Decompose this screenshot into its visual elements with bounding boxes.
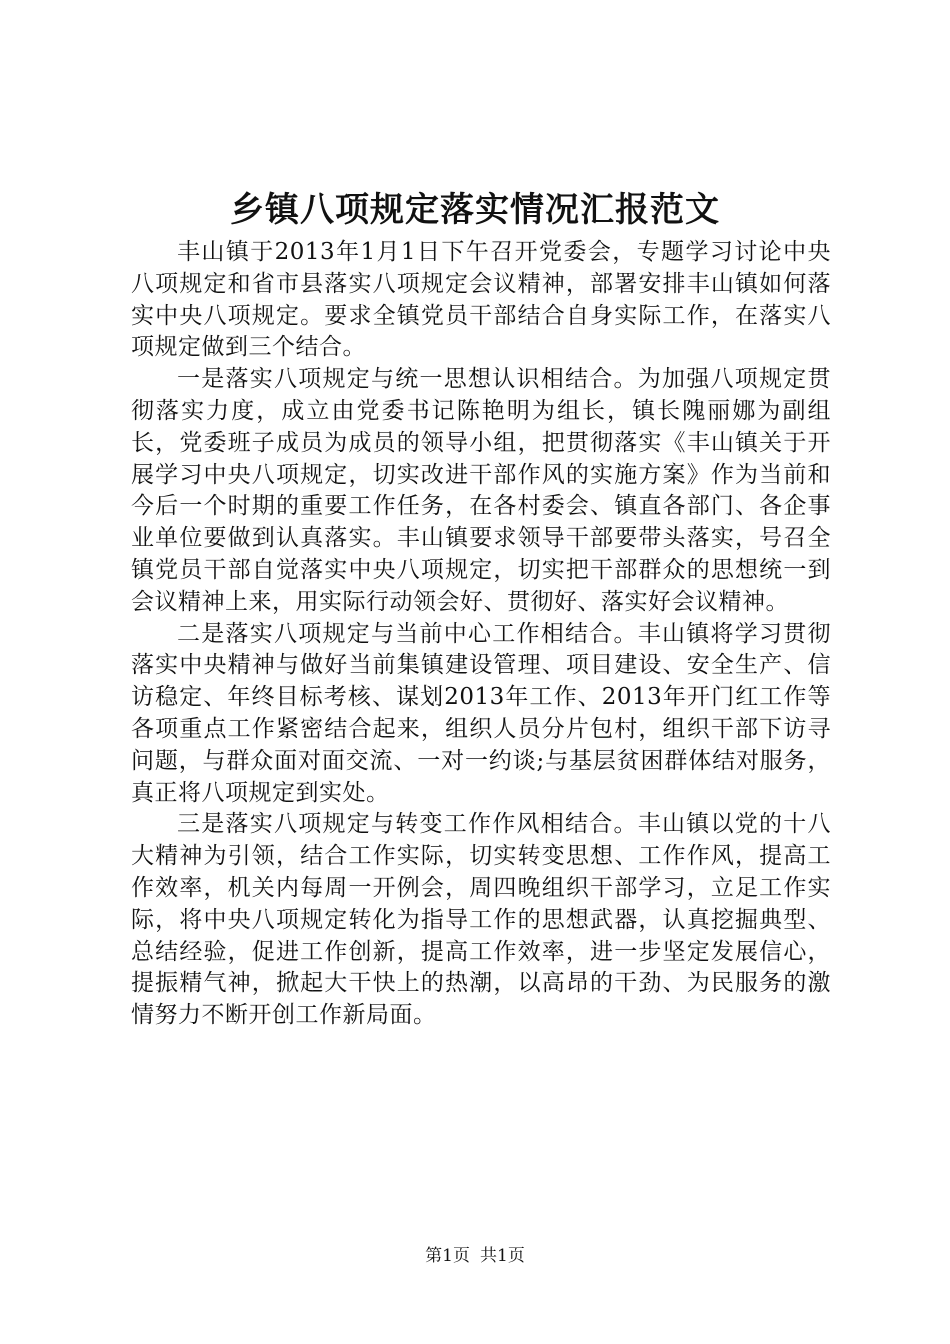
page-footer [0, 1244, 950, 1268]
document-title: 乡镇八项规定落实情况汇报范文 [230, 190, 720, 230]
page-number: 第1页 [425, 1246, 470, 1266]
paragraph-point-three: 三是落实八项规定与转变工作作风相结合。丰山镇以党的十八大精神为引领，结合工作实际，切实转变思想、工作作风，提高工作效率，机关内每周一开例会，周四晚组织干部学习，立足工作实际，将中央八项规定转化为指导工作的思想武器，认真挖掘典型、总结经验，促进工作创新，提高工作效率，进一步坚定发展信心，提振精气神，掀起大干快上的热潮，以高昂的干劲、为民服务的激情努力不断开创工作新局面。 [131, 811, 831, 1029]
paragraph-point-two: 二是落实八项规定与当前中心工作相结合。丰山镇将学习贯彻落实中央精神与做好当前集镇建设管理、项目建设、安全生产、信访稳定、年终目标考核、谋划2013年工作、2013年开门红工作等各项重点工作紧密结合起来，组织人员分片包村，组织干部下访寻问题，与群众面对面交流、一对一约谈;与基层贫困群体结对服务，真正将八项规定到实处。 [131, 620, 831, 806]
paragraph-intro: 丰山镇于2013年1月1日下午召开党委会，专题学习讨论中央八项规定和省市县落实八项规定会议精神，部署安排丰山镇如何落实中央八项规定。要求全镇党员干部结合自身实际工作，在落实八项规定做到三个结合。 [131, 239, 831, 361]
document-body [131, 237, 831, 1032]
page-count: 共1页 [480, 1246, 525, 1266]
paragraph-point-one: 一是落实八项规定与统一思想认识相结合。为加强八项规定贯彻落实力度，成立由党委书记陈艳明为组长，镇长隗丽娜为副组长，党委班子成员为成员的领导小组，把贯彻落实《丰山镇关于开展学习中央八项规定，切实改进干部作风的实施方案》作为当前和今后一个时期的重要工作任务，在各村委会、镇直各部门、各企事业单位要做到认真落实。丰山镇要求领导干部要带头落实，号召全镇党员干部自觉落实中央八项规定，切实把干部群众的思想统一到会议精神上来，用实际行动领会好、贯彻好、落实好会议精神。 [131, 366, 831, 615]
